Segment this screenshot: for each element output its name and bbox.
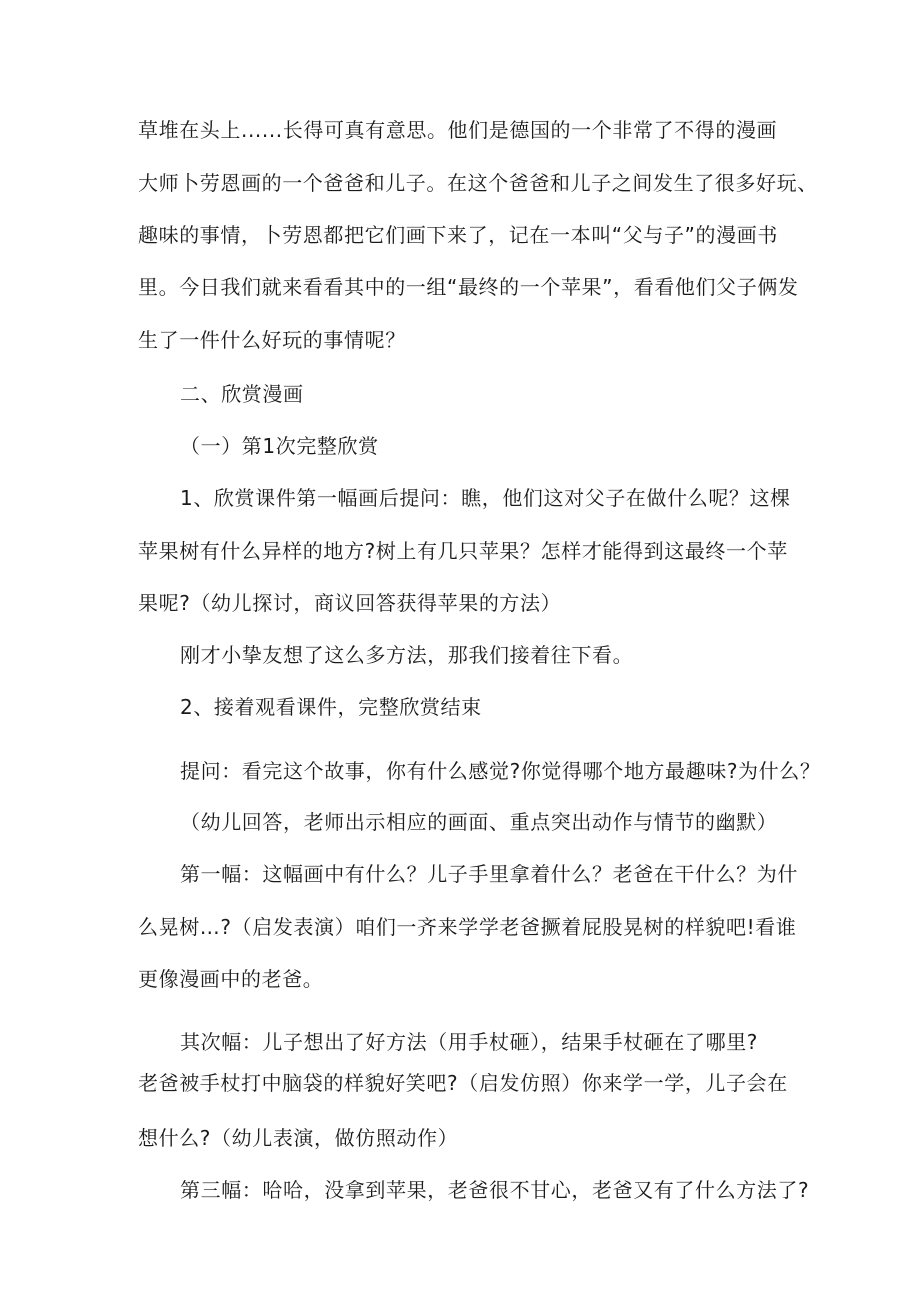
text-line-19: 老爸被手杖打中脑袋的样貌好笑吧?（启发仿照）你来学一学，儿子会在 xyxy=(138,1071,788,1095)
text-line-4: 里。今日我们就来看看其中的一组“最终的一个苹果”，看看他们父子俩发 xyxy=(138,275,799,299)
subsection-heading: （一）第1次完整欣赏 xyxy=(180,434,379,458)
text-line-13: 提问：看完这个故事，你有什么感觉?你觉得哪个地方最趣味?为什么？ xyxy=(180,759,821,783)
text-line-14: （幼儿回答，老师出示相应的画面、重点突出动作与情节的幽默） xyxy=(180,810,778,834)
section-heading: 二、欣赏漫画 xyxy=(180,382,304,406)
text-line-2: 大师卜劳恩画的一个爸爸和儿子。在这个爸爸和儿子之间发生了很多好玩、 xyxy=(138,171,818,195)
text-line-3: 趣味的事情，卜劳恩都把它们画下来了，记在一本叫“父与子”的漫画书 xyxy=(138,223,778,247)
text-line-17: 更像漫画中的老爸。 xyxy=(138,967,324,991)
text-line-15: 第一幅：这幅画中有什么？儿子手里拿着什么？老爸在干什么？为什 xyxy=(180,862,798,886)
text-line-18: 其次幅：儿子想出了好方法（用手杖砸），结果手杖砸在了哪里? xyxy=(180,1030,759,1054)
text-line-10: 果呢?（幼儿探讨，商议回答获得苹果的方法） xyxy=(138,591,562,615)
text-line-12: 2、接着观看课件，完整欣赏结束 xyxy=(180,695,482,719)
text-line-16: 么晃树…?（启发表演）咱们一齐来学学老爸撅着屁股晃树的样貌吧!看谁 xyxy=(138,915,797,939)
text-line-5: 生了一件什么好玩的事情呢？ xyxy=(138,328,406,352)
text-line-11: 刚才小挚友想了这么多方法，那我们接着往下看。 xyxy=(180,643,634,667)
text-line-20: 想什么?（幼儿表演，做仿照动作） xyxy=(138,1126,459,1150)
text-line-21: 第三幅：哈哈，没拿到苹果，老爸很不甘心，老爸又有了什么方法了? xyxy=(180,1178,810,1202)
text-line-9: 苹果树有什么异样的地方?树上有几只苹果？怎样才能得到这最终一个苹 xyxy=(138,539,788,563)
text-line-1: 草堆在头上......长得可真有意思。他们是德国的一个非常了不得的漫画 xyxy=(138,118,778,142)
text-line-8: 1、欣赏课件第一幅画后提问：瞧，他们这对父子在做什么呢？这棵 xyxy=(180,486,791,510)
